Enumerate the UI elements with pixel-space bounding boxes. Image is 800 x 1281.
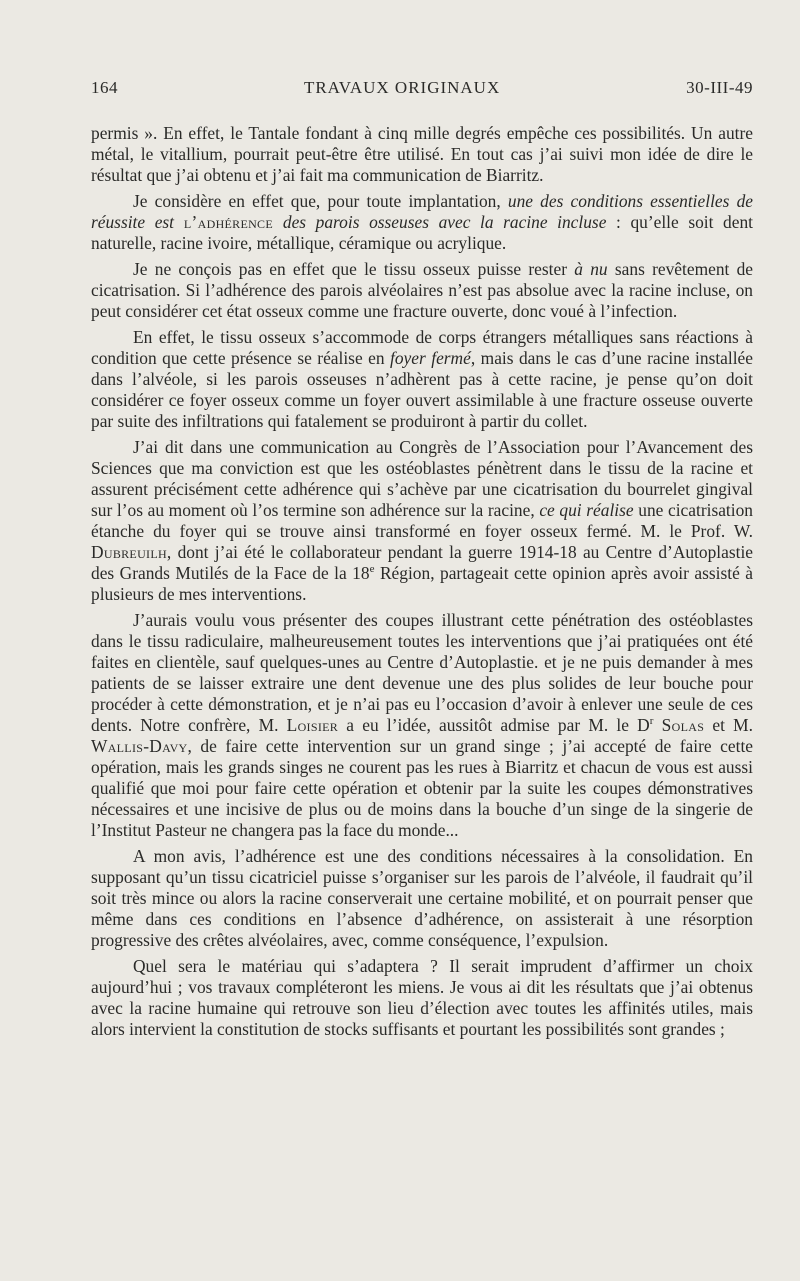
- paragraph-8: Quel sera le matériau qui s’adaptera ? Il serait imprudent d’affirmer un choix aujourd’hui ; vos travaux compléteront les miens. Je vous ai dit les résultats que j’ai obtenus avec la racine humaine qui retrouve son lieu d’élection avec toutes les affinités utiles, mais alors intervient la constitution de stocks suffisants et pourtant les possibilités sont grandes ;: [91, 956, 753, 1039]
- ordinal-superscript: e: [369, 563, 375, 576]
- paragraph-5-text: J’ai dit dans une communication au Congrès de l’Association pour l’Avancement des Sciences que ma conviction est que les ostéoblastes pénètrent dans le tissu de la racine et assurent précisément cette adhérence qui s’achève par une cicatrisation du bourrelet gingival sur l’os au moment où l’os termine son adhérence sur la racine,: [91, 437, 753, 520]
- paragraph-2: [91, 191, 753, 254]
- paragraph-1: permis ». En effet, le Tantale fondant à cinq mille degrés empêche ces possibilités. Un autre métal, le vitallium, pourrait peut-être être utilisé. En tout cas j’ai suivi mon idée de dire le résultat que j’ai obtenu et j’ai fait ma communication de Biarritz.: [91, 123, 753, 185]
- paragraph-5-text-2: une cicatrisation étanche du foyer qui se trouve ainsi transformé en foyer osseux fermé. M. le Prof. W.: [91, 500, 753, 541]
- paragraph-3-text: Je ne conçois pas en effet que le tissu osseux puisse rester: [133, 259, 575, 279]
- paragraph-2-text: Je considère en effet que, pour toute implantation,: [133, 191, 508, 211]
- journal-title: TRAVAUX ORIGINAUX: [303, 78, 501, 97]
- paragraph-3-emphasis: à nu: [574, 259, 608, 279]
- paragraph-6-text-4: , de faire cette intervention sur un grand singe ; j’ai accepté de faire cette opération, mais les grands singes ne courent pas les rues à Biarritz et chacun de vous est aussi qualifié que moi pour faire cette opération et obtenir par la suite les coupes démonstratives nécessaires et une incisive de plus ou de moins dans la bouche d’un singe de la singerie de l’Institut Pasteur ne changera pas la face du monde...: [91, 736, 753, 840]
- paragraph-6-text-2: a eu l’idée, aussitôt admise par M. le D: [338, 715, 650, 735]
- paragraph-4-text-2: , mais dans le cas d’une racine installée dans l’alvéole, si les parois osseuses n’adhèrent pas à cette racine, je pense qu’on doit considérer ce foyer osseux comme un foyer ouvert assimilable à une fracture osseuse ouverte par suite des infiltrations qui fatalement se produiront à partir du collet.: [91, 348, 753, 431]
- paragraph-5-text-3: , dont j’ai été le collaborateur pendant la guerre 1914-18 au Centre d’Autoplastie des Grands Mutilés de la Face de la 18: [91, 542, 753, 583]
- paragraph-6-text: J’aurais voulu vous présenter des coupes illustrant cette pénétration des ostéoblastes dans le tissu radiculaire, malheureusement toutes les interventions que j’ai pratiquées ont été faites en clientèle, sauf quelques-unes au Centre d’Autoplastie. et je ne puis demander à mes patients de se laisser extraire une dent devenue une des plus solides de leur bouche pour procéder à cette démonstration, et je n’ai pas eu l’occasion d’avoir à enlever une seule de ces dents. Notre confrère, M.: [91, 610, 753, 735]
- issue-date: 30-III-49: [686, 78, 753, 97]
- paragraph-5: [91, 437, 753, 605]
- doctor-superscript: r: [649, 715, 654, 728]
- paragraph-5-text-4: Région, partageait cette opinion après avoir assisté à plusieurs de mes interventions.: [91, 563, 753, 604]
- paragraph-6: [91, 610, 753, 841]
- author-name-dubreuilh: Dubreuilh: [91, 542, 167, 562]
- body-text: [91, 123, 753, 1040]
- paragraph-6-text-3: et M.: [704, 715, 753, 735]
- paragraph-2-emphasis-2: des parois osseuses avec la racine incluse: [282, 212, 607, 232]
- paragraph-7: A mon avis, l’adhérence est une des conditions nécessaires à la consolidation. En supposant qu’un tissu cicatriciel puisse s’organiser sur les parois de l’alvéole, il faudrait qu’il soit très mince ou alors la racine conserverait une certaine mobilité, et on pourrait penser que même dans ces conditions en l’absence d’adhérence, on assisterait à une résorption progressive des crêtes alvéolaires, avec, comme conséquence, l’expulsion.: [91, 846, 753, 950]
- paragraph-2-small-caps: l’adhérence: [174, 212, 283, 232]
- paragraph-3: [91, 259, 753, 322]
- paragraph-6-space: [653, 715, 661, 735]
- paragraph-2-text-2: : qu’elle soit dent naturelle, racine ivoire, métallique, céramique ou acrylique.: [91, 212, 753, 253]
- paragraph-4-text: En effet, le tissu osseux s’accommode de corps étrangers métalliques sans réactions à condition que cette présence se réalise en: [91, 327, 753, 368]
- paragraph-2-emphasis: une des conditions essentielles de réussite est: [91, 191, 753, 232]
- paragraph-3-text-2: sans revêtement de cicatrisation. Si l’adhérence des parois alvéolaires n’est pas absolue avec la racine incluse, on peut considérer cet état osseux comme une fracture ouverte, donc voué à l’infection.: [91, 259, 754, 321]
- author-name-solas: Solas: [661, 715, 705, 735]
- author-name-wallis-davy: Wallis-Davy: [91, 736, 188, 756]
- paragraph-5-emphasis: ce qui réalise: [539, 500, 634, 520]
- running-header: [91, 78, 753, 98]
- paragraph-4: [91, 327, 753, 432]
- author-name-loisier: Loisier: [286, 715, 339, 735]
- paragraph-4-emphasis: foyer fermé: [390, 348, 471, 368]
- page-number: 164: [91, 78, 118, 97]
